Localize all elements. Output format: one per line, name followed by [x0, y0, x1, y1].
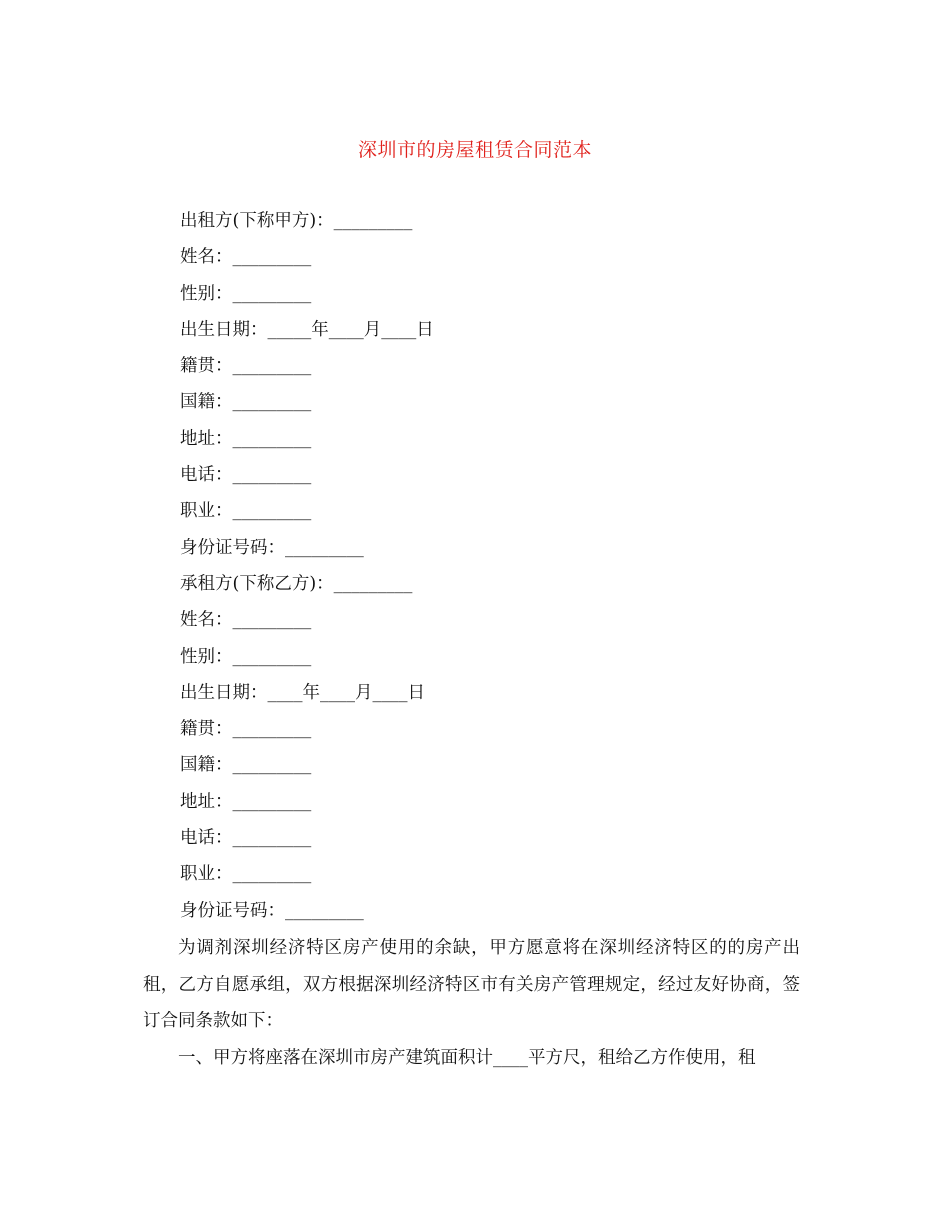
field-lessee-nationality: 国籍：_________	[180, 755, 312, 776]
field-lessor-id-number: 身份证号码：_________	[180, 537, 364, 558]
field-lessee: 承租方(下称乙方)：_________	[180, 573, 413, 594]
field-lessee-birthdate: 出生日期：____年____月____日	[180, 682, 425, 703]
field-lessor-birthdate: 出生日期：_____年____月____日	[180, 319, 434, 340]
field-lessor: 出租方(下称甲方)：_________	[180, 211, 413, 231]
field-lessee-occupation: 职业：_________	[180, 864, 312, 885]
party-info-list	[180, 207, 800, 933]
field-lessor-nationality: 国籍：_________	[180, 392, 312, 413]
field-lessor-phone: 电话：_________	[180, 465, 312, 486]
field-lessee-id-number: 身份证号码：_________	[180, 900, 364, 921]
field-lessee-phone: 电话：_________	[180, 828, 312, 849]
field-lessor-address: 地址：_________	[180, 428, 312, 449]
field-lessor-native-place: 籍贯：_________	[180, 356, 312, 377]
field-lessor-name: 姓名：_________	[180, 247, 312, 268]
field-lessor-occupation: 职业：_________	[180, 501, 312, 522]
field-lessee-gender: 性别：_________	[180, 646, 312, 667]
contract-body	[143, 930, 800, 1076]
intro-paragraph: 为调剂深圳经济特区房产使用的余缺，甲方愿意将在深圳经济特区的的房产出租，乙方自愿承组，双方根据深圳经济特区市有关房产管理规定，经过友好协商，签订合同条款如下：	[143, 938, 800, 1031]
field-lessee-native-place: 籍贯：_________	[180, 719, 312, 740]
field-lessee-name: 姓名：_________	[180, 610, 312, 631]
clause-1-paragraph: 一、甲方将座落在深圳市房产建筑面积计____平方尺，租给乙方作使用，租	[178, 1047, 756, 1068]
document-title: 深圳市的房屋租赁合同范本	[357, 139, 592, 161]
field-lessee-address: 地址：_________	[180, 791, 312, 812]
field-lessor-gender: 性别：_________	[180, 283, 312, 304]
